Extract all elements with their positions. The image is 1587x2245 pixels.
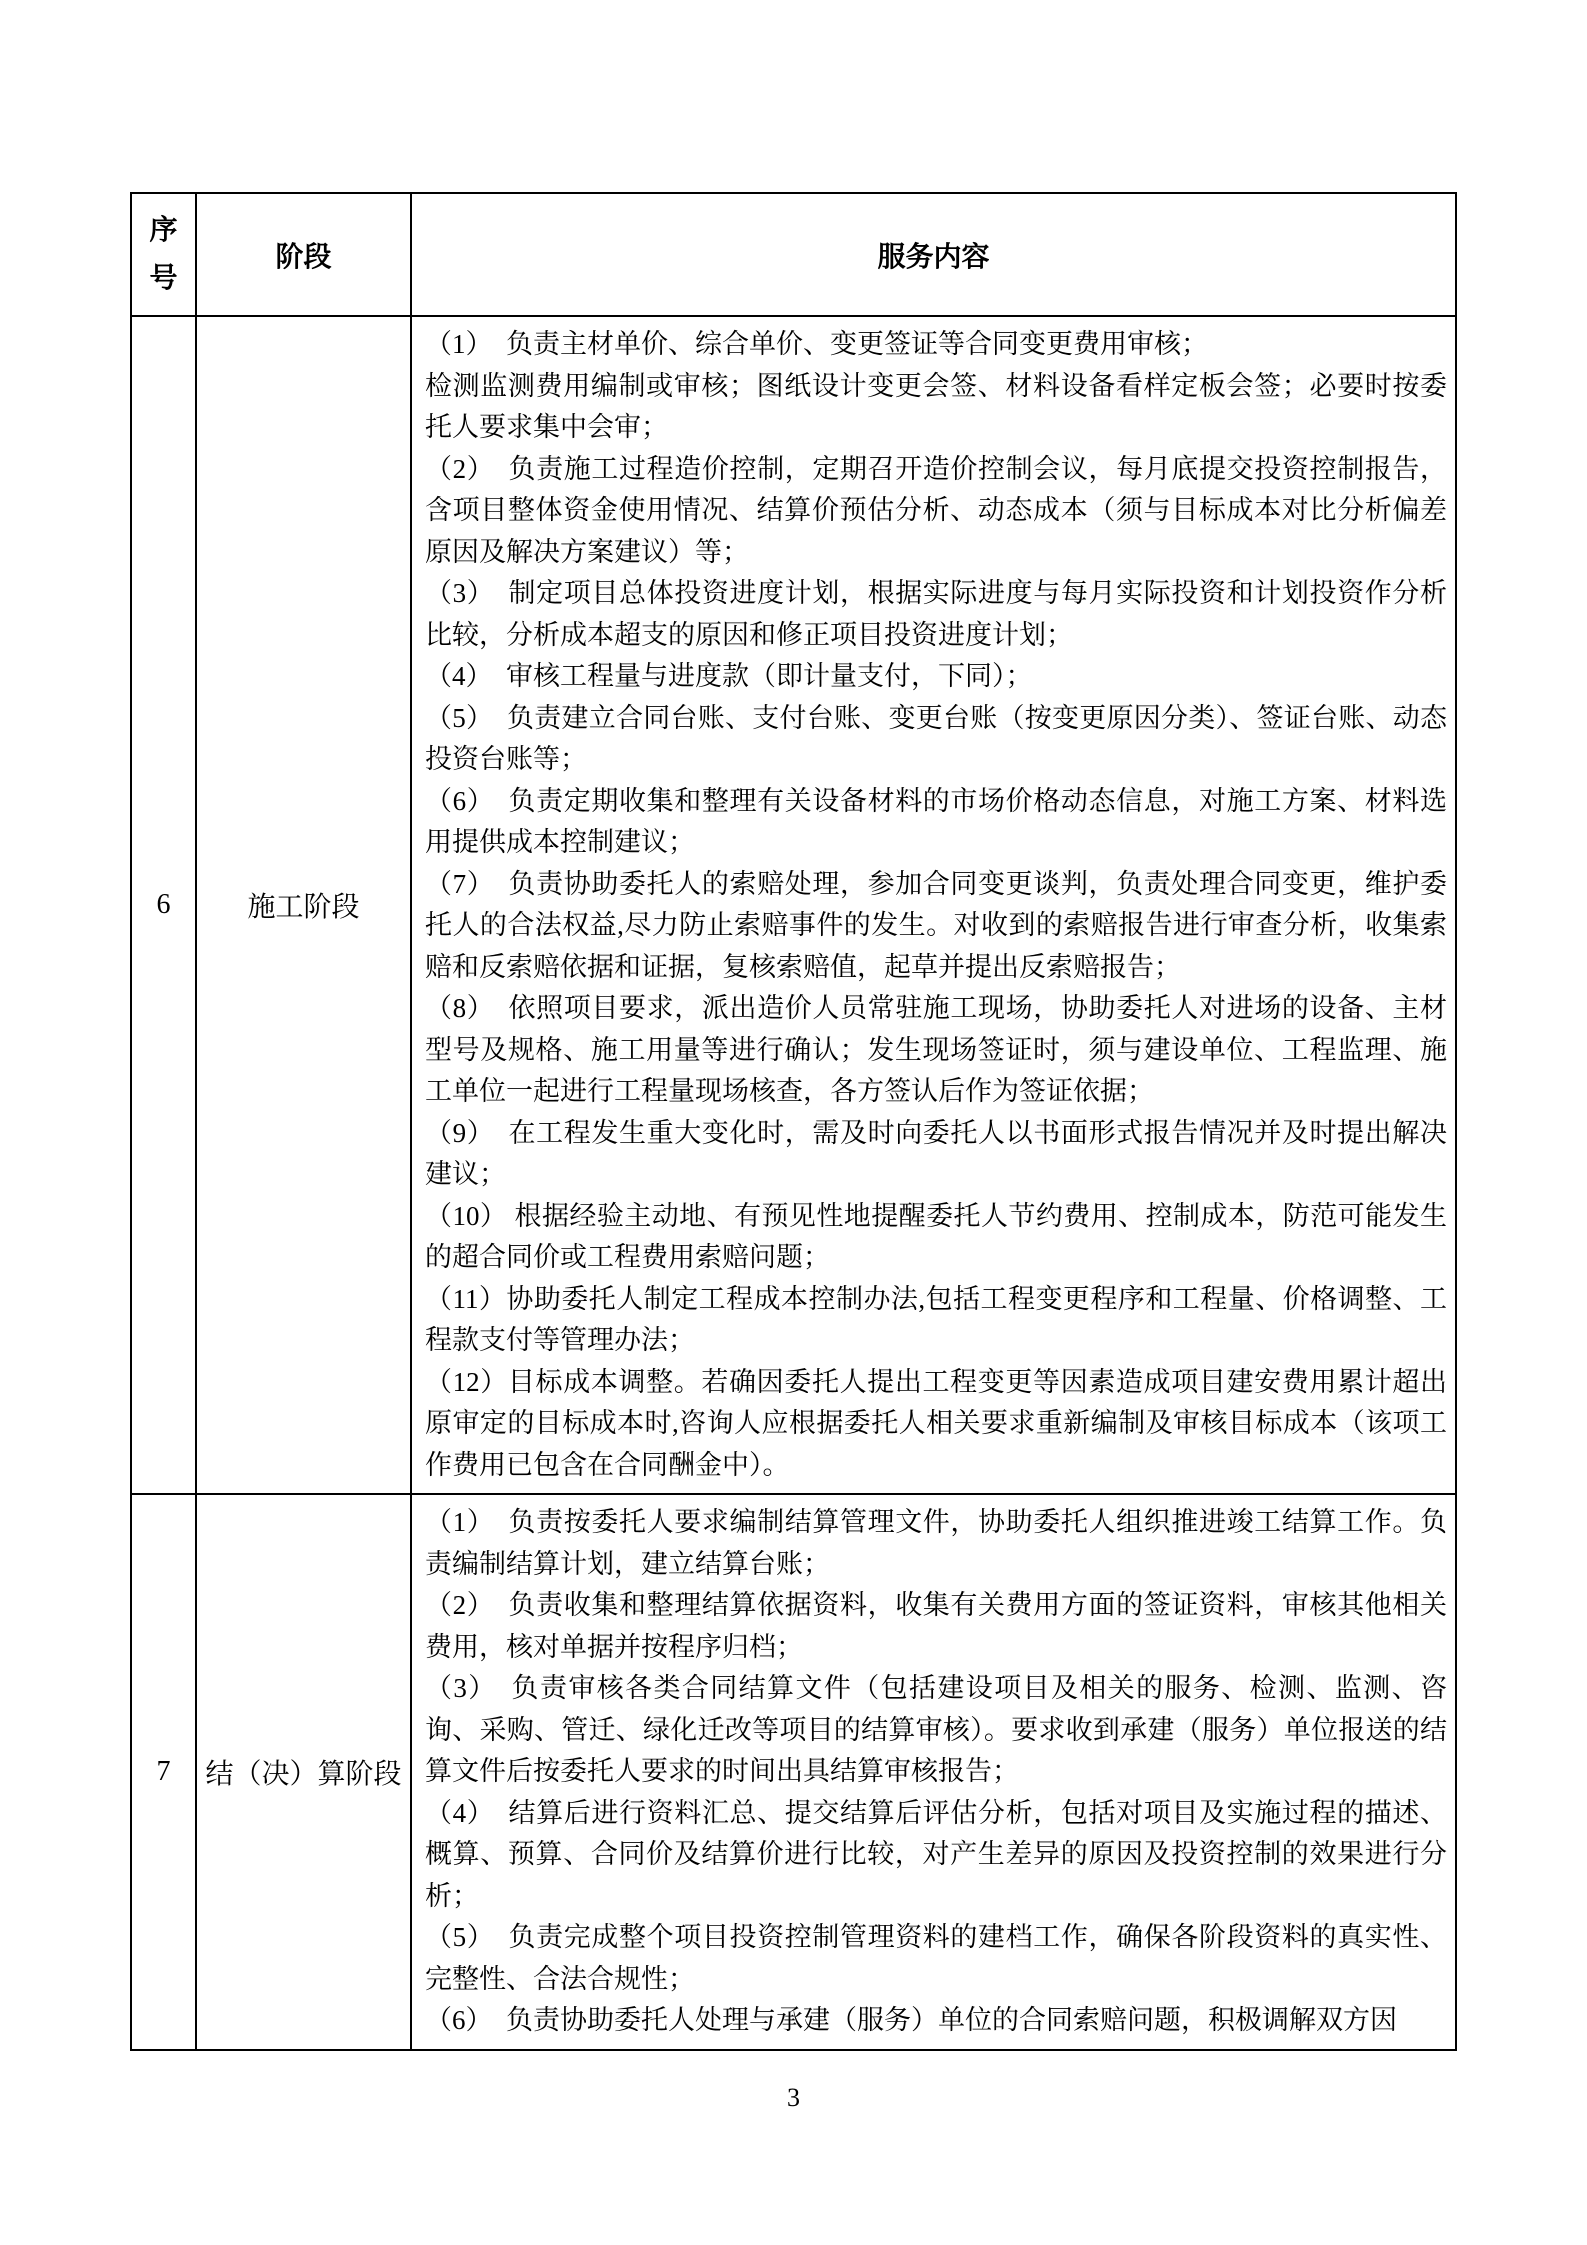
service-item: （10） 根据经验主动地、有预见性地提醒委托人节约费用、控制成本，防范可能发生的超合同价或工程费用索赔问题； (425, 1200, 1447, 1272)
header-service-content: 服务内容 (411, 193, 1456, 316)
header-serial-number-label: 序号 (149, 214, 178, 294)
page-number: 3 (787, 2083, 800, 2112)
service-item: （3） 负责审核各类合同结算文件（包括建设项目及相关的服务、检测、监测、咨询、采购、管迁、绿化迁改等项目的结算审核）。要求收到承建（服务）单位报送的结算文件后按委托人要求的时间出具结算审核报告； (425, 1673, 1447, 1786)
service-item: （8） 依照项目要求，派出造价人员常驻施工现场，协助委托人对进场的设备、主材型号及规格、施工用量等进行确认；发生现场签证时，须与建设单位、工程监理、施工单位一起进行工程量现场核查，各方签认后作为签证依据； (425, 993, 1447, 1106)
table-row-settlement-stage (131, 1494, 1456, 2050)
service-item: （1） 负责按委托人要求编制结算管理文件，协助委托人组织推进竣工结算工作。负责编制结算计划，建立结算台账； (425, 1507, 1447, 1579)
service-content-table (130, 192, 1457, 2051)
service-item: （4） 结算后进行资料汇总、提交结算后评估分析，包括对项目及实施过程的描述、概算、预算、合同价及结算价进行比较，对产生差异的原因及投资控制的效果进行分析； (425, 1797, 1447, 1911)
service-item: （12）目标成本调整。若确因委托人提出工程变更等因素造成项目建安费用累计超出原审定的目标成本时,咨询人应根据委托人相关要求重新编制及审核目标成本（该项工作费用已包含在合同酬金中）。 (425, 1366, 1447, 1480)
row7-stage-label: 结（决）算阶段 (196, 1494, 411, 2050)
row7-service-content (411, 1494, 1456, 2050)
service-item: （9） 在工程发生重大变化时，需及时向委托人以书面形式报告情况并及时提出解决建议； (425, 1117, 1447, 1189)
header-serial-number (131, 193, 196, 316)
service-item: （5） 负责建立合同台账、支付台账、变更台账（按变更原因分类）、签证台账、动态投资台账等； (425, 702, 1447, 774)
service-item: （4） 审核工程量与进度款（即计量支付，下同）； (425, 661, 1033, 691)
service-item: （1） 负责主材单价、综合单价、变更签证等合同变更费用审核； (425, 329, 1208, 359)
service-item: （11）协助委托人制定工程成本控制办法,包括工程变更程序和工程量、价格调整、工程款支付等管理办法； (425, 1283, 1447, 1355)
service-item: （3） 制定项目总体投资进度计划，根据实际进度与每月实际投资和计划投资作分析比较，分析成本超支的原因和修正项目投资进度计划； (425, 578, 1447, 650)
service-item: （6） 负责协助委托人处理与承建（服务）单位的合同索赔问题，积极调解双方因 (425, 2005, 1397, 2035)
service-item: （2） 负责施工过程造价控制，定期召开造价控制会议，每月底提交投资控制报告，含项目整体资金使用情况、结算价预估分析、动态成本（须与目标成本对比分析偏差原因及解决方案建议）等； (425, 453, 1447, 567)
row6-stage-label: 施工阶段 (196, 316, 411, 1494)
header-stage: 阶段 (196, 193, 411, 316)
service-item: 检测监测费用编制或审核；图纸设计变更会签、材料设备看样定板会签；必要时按委托人要求集中会审； (425, 370, 1447, 442)
service-item: （6） 负责定期收集和整理有关设备材料的市场价格动态信息，对施工方案、材料选用提供成本控制建议； (425, 785, 1447, 857)
service-item: （7） 负责协助委托人的索赔处理，参加合同变更谈判，负责处理合同变更，维护委托人的合法权益,尽力防止索赔事件的发生。对收到的索赔报告进行审查分析，收集索赔和反索赔依据和证据，复核索赔值，起草并提出反索赔报告； (425, 868, 1447, 982)
service-item: （2） 负责收集和整理结算依据资料，收集有关费用方面的签证资料，审核其他相关费用，核对单据并按程序归档； (425, 1590, 1447, 1662)
row6-service-content (411, 316, 1456, 1494)
header-row (131, 193, 1456, 316)
row7-serial-number: 7 (131, 1494, 196, 2050)
table-row-construction-stage (131, 316, 1456, 1494)
service-item: （5） 负责完成整个项目投资控制管理资料的建档工作，确保各阶段资料的真实性、完整性、合法合规性； (425, 1922, 1447, 1994)
row6-serial-number: 6 (131, 316, 196, 1494)
